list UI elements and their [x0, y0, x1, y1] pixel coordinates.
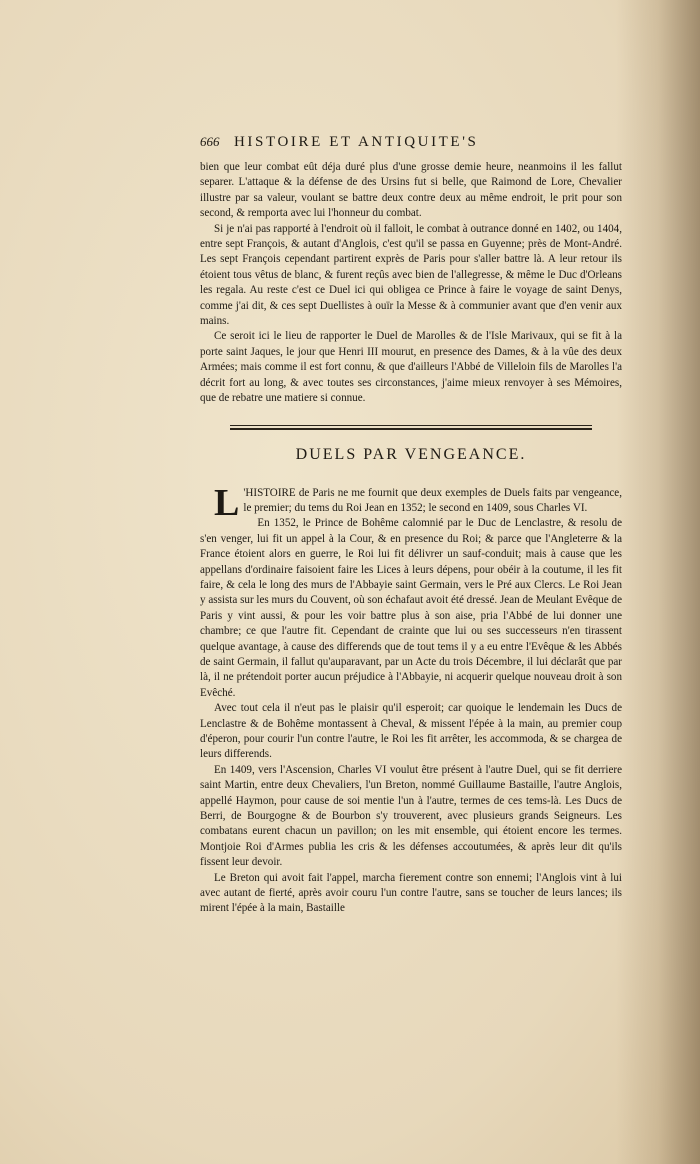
- drop-cap: L: [214, 481, 240, 524]
- paragraph-combat-guyenne: Si je n'ai pas rapporté à l'endroit où il falloit, le combat à outrance donné en 1402, ou 1404, entre sept François, & autant d'Anglois, c'est qu'il se passa en Guyenne; près de Mont-André. Les sept François cependant partirent exprès de Paris pour s'aller battre là. A leur retour ils étoient tous vêtus de blanc, & furent reçûs avec bien de l'allegresse, & même le Duc d'Orleans les regala. Au reste c'est ce Duel ici qui obligea ce Prince à faire le voyage de saint Denys, comme j'ai dit, & ces sept Duellistes à ouïr la Messe & à communier avant que d'en venir aux mains.: [200, 222, 622, 328]
- paragraph-1409: En 1409, vers l'Ascension, Charles VI voulut être présent à l'autre Duel, qui se fit derriere saint Martin, entre deux Chevaliers, l'un Breton, nommé Guillaume Bastaille, l'autre Anglois, appellé Haymon, pour cause de soi mentie l'un à l'autre, termes de ces tems-là. Les Ducs de Berri, de Bourgogne & de Bourbon s'y trouverent, avec plusieurs grands Seigneurs. Les combatans eurent chacun un pavillon; on les mit ensemble, qui étoient encore les termes. Montjoie Roi d'Armes publia les cris & les défenses accoutumées, & après leur dit qu'ils fissent leur devoir.: [200, 763, 622, 869]
- paragraph-marolles: Ce seroit ici le lieu de rapporter le Duel de Marolles & de l'Isle Marivaux, qui se fit à la porte saint Jaques, le jour que Henri III mourut, en presence des Dames, & à la vûe des deux Armées; mais comme il est fort connu, & que d'ailleurs l'Abbé de Villeloin fils de Marolles l'a décrit fort au long, & avec toutes ses circonstances, j'aime mieux renvoyer à ses Mémoires, que de rebatre une matiere si connue.: [200, 330, 622, 405]
- section-divider: [230, 425, 592, 430]
- text-block: [200, 134, 622, 917]
- paragraph-breton: Le Breton qui avoit fait l'appel, marcha fierement contre son ennemi; l'Anglois vint à lui avec autant de fierté, après avoir couru l'un contre l'autre, sans se toucher de leurs lances; ils mirent l'épée à la main, Bastaille: [200, 871, 622, 915]
- running-title: HISTOIRE ET ANTIQUITE'S: [234, 134, 479, 150]
- paragraph-lendemain: Avec tout cela il n'eut pas le plaisir qu'il esperoit; car quoique le lendemain les Ducs de Lenclastre & de Bohême montassent à Cheval, & missent l'épée à la main, au premier coup d'éperon, pour courir l'un contre l'autre, le Roi les fit arrêter, les accommoda, & se chargea de leurs differends.: [200, 702, 622, 761]
- divider-thin-line: [230, 425, 592, 426]
- paragraph-intro: [200, 481, 622, 524]
- divider-thick-line: [230, 428, 592, 430]
- paragraph-continued: bien que leur combat eût déja duré plus d'une grosse demie heure, neanmoins il les fallut separer. L'attaque & la défense de des Ursins fut si belle, que Raimond de Lore, Chevalier illustre par sa valeur, voulant se battre deux contre deux au même endroit, le prit pour son second, & remporta avec lui l'honneur du combat.: [200, 161, 622, 220]
- paragraph-1352: En 1352, le Prince de Bohême calomnié par le Duc de Lenclastre, & resolu de s'en venger, lui fit un appel à la Cour, & en presence du Roi; & parce que l'Angleterre & la France étoient alors en guerre, le Roi lui fit délivrer un sauf-conduit; mais à cause que les appellans d'ordinaire faisoient faire les Lices à leurs dépens, pour obéir à la coutume, il les fit faire, & cela le long des murs de l'Abbayie saint Germain, vers le Pré aux Clercs. Le Roi Jean y assista sur les murs du Couvent, où son échafaut avoit été dressé. Jean de Meulant Evêque de Paris y vint aussi, & pour les voir battre plus à son aise, pria l'Abbé de lui donner une chambre; ce que l'autre fit. Cependant de crainte que lui ou ses successeurs n'en tirassent quelque avantage, à cause des differends que de tout tems il y a eu entre l'Evêque & les Abbés de saint Germain, il fallut qu'auparavant, par un Acte du trois Décembre, il lui déclarât que par là, il ne prétendoit porter aucun préjudice à l'Abbayie, ni acquerir quelque nouveau droit à son Evêché.: [200, 517, 622, 699]
- running-head: [200, 134, 622, 160]
- paragraph-intro-text: 'HISTOIRE de Paris ne me fournit que deux exemples de Duels faits par vengeance, le premier; du tems du Roi Jean en 1352; le second en 1409, sous Charles VI.: [243, 486, 622, 514]
- page-number: 666: [200, 134, 220, 149]
- section-title: DUELS PAR VENGEANCE.: [295, 445, 527, 463]
